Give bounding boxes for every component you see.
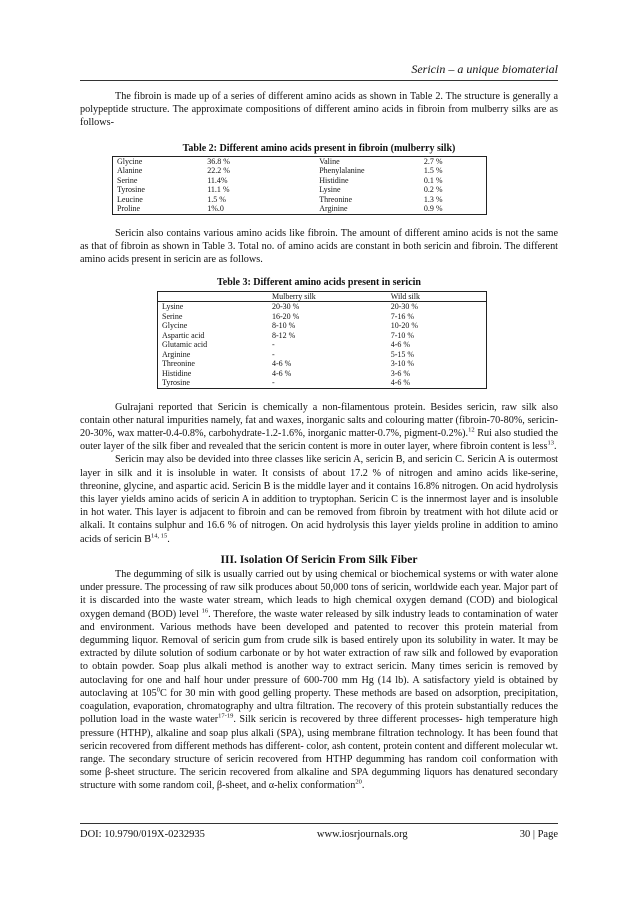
table-cell: Threonine (162, 359, 195, 369)
table-row (158, 378, 487, 388)
table-cell: 8-10 % (272, 321, 296, 331)
table-cell: Arginine (319, 204, 348, 214)
table-cell: 11.4% (207, 175, 228, 185)
table-cell: Glycine (162, 321, 188, 331)
table-header-cell (158, 291, 269, 302)
table-cell: Histidine (319, 175, 349, 185)
table-row (113, 204, 487, 214)
table-row (158, 331, 487, 341)
table2-title: Table 2: Different amino acids present in fibroin (mulberry silk) (182, 142, 456, 154)
table-cell: Aspartic acid (162, 330, 205, 340)
table-cell: 4-6 % (272, 359, 292, 369)
footer-rule (80, 823, 558, 824)
table-cell: 1.3 % (423, 194, 443, 204)
table-row (113, 176, 487, 186)
table-cell: Serine (162, 311, 183, 321)
table-cell: 11.1 % (207, 185, 230, 195)
table-cell: Glycine (117, 156, 143, 166)
table-cell: - (272, 378, 275, 388)
table-row (113, 166, 487, 176)
table-cell: 8-12 % (272, 330, 296, 340)
table-cell: 10-20 % (390, 321, 419, 331)
table-header-cell: Wild silk (387, 291, 487, 302)
table-row (158, 359, 487, 369)
table-cell: 20-30 % (272, 302, 300, 312)
table-cell: Leucine (117, 194, 143, 204)
table-cell: Threonine (319, 194, 353, 204)
table-cell: Phenylalanine (319, 166, 365, 176)
table-cell: Proline (117, 204, 141, 214)
table-row (158, 302, 487, 312)
table-cell: Valine (319, 156, 340, 166)
table-cell: - (272, 340, 275, 350)
table2 (112, 156, 487, 215)
footer-doi: DOI: 10.9790/019X-0232935 (80, 829, 205, 840)
table-cell: 1.5 % (423, 166, 443, 176)
table-row (158, 340, 487, 350)
paragraph-sericin-amino: Sericin also contains various amino acids like fibroin. The amount of different amino acids is not the same as that of fibroin as shown in Table 3. Total no. of amino acids are constant in both sericin and fibroin. The different amino acids present in sericin are as follows. (80, 227, 558, 266)
table-row (113, 156, 487, 166)
table-cell: 20-30 % (390, 302, 419, 312)
table-row (158, 312, 487, 322)
table-header-cell: Mulberry silk (268, 291, 387, 302)
table-cell: 22.2 % (207, 166, 230, 176)
table-row (158, 369, 487, 379)
table-cell: 0.9 % (423, 204, 443, 214)
table-row (158, 321, 487, 331)
degree-superscript: 0 (156, 686, 160, 694)
paragraph-fibroin: The fibroin is made up of a series of different amino acids as shown in Table 2. The structure is generally a polypeptide structure. The approximate compositions of different amino acids in fibroin from mulberry silks are as follows- (80, 91, 558, 129)
table-cell: 1%.0 (207, 204, 224, 214)
page-footer (80, 829, 558, 840)
table3 (157, 291, 487, 389)
table-cell: Arginine (162, 349, 191, 359)
table-cell: 1.5 % (207, 194, 226, 204)
paragraph-sericin-classes: Sericin may also be devided into three classes like sericin A, sericin B, and sericin C. Sericin A is outermost layer in silk and it is insoluble in water. It consists of about 17.2 % of nitrogen and amino acids like-serine, threonine, glycine, and aspartic acid. Sericin B is the middle layer and it contains 16.8% nitrogen. On acid hydrolysis this layer yields amino acids of sericin A in addition to tryptophan. Sericin C is the innermost layer and is insoluble in hot water. This layer is adjacent to fibroin and can be removed from fibroin by treatment with hot dilute acid or alkali. It contains sulphur and 16.6 % of nitrogen. On acid hydrolysis this layer yields proline in addition to amino acids of sericin B$^{14, 15}$. (80, 454, 558, 545)
table-cell: Lysine (162, 302, 184, 312)
citation-ref: 16 (201, 607, 209, 615)
table-cell: 0.2 % (423, 185, 443, 195)
citation-ref: 14, 15 (151, 532, 168, 540)
header-rule (80, 80, 558, 81)
running-header: Sericin – a unique biomaterial (411, 62, 558, 76)
citation-ref: 13 (547, 439, 554, 447)
table-cell: Histidine (162, 368, 192, 378)
table-cell: Serine (117, 175, 138, 185)
footer-site-link[interactable]: www.iosrjournals.org (316, 829, 408, 840)
citation-ref: 17-19 (218, 712, 234, 720)
table-cell: 16-20 % (272, 311, 300, 321)
table-cell: 3-6 % (390, 368, 411, 378)
table-cell: 4-6 % (390, 378, 411, 388)
table-header-row (158, 291, 487, 302)
table-cell: 3-10 % (390, 359, 415, 369)
table-cell: 5-15 % (390, 349, 415, 359)
table-cell: - (272, 349, 275, 359)
section-heading: III. Isolation Of Sericin From Silk Fiber (220, 553, 418, 566)
table3-title: Teble 3: Different amino acids present in sericin (217, 277, 421, 289)
table-cell: Alanine (117, 166, 143, 176)
citation-ref: 12 (468, 426, 475, 434)
table-cell: 2.7 % (423, 156, 443, 166)
table-cell: 7-16 % (390, 311, 415, 321)
table-cell: 0.1 % (423, 175, 443, 185)
table-cell: 4-6 % (272, 368, 292, 378)
table-cell: Glutamic acid (162, 340, 208, 350)
footer-page-number: 30 | Page (519, 829, 558, 840)
table-row (113, 185, 487, 195)
page-body (80, 86, 558, 793)
table-cell: Lysine (319, 185, 341, 195)
citation-ref: 20 (355, 778, 362, 786)
table-row (113, 195, 487, 205)
table-cell: 36.8 % (207, 156, 230, 166)
table-cell: 4-6 % (390, 340, 411, 350)
paragraph-isolation: The degumming of silk is usually carried out by using chemical or biochemical systems or with water alone under pressure. The processing of raw silk produces about 50,000 tons of sericin, worldwide each year. Major part of it is discarded into the waste water stream, which leads to high chemical oxygen demand (COD) and biological oxygen demand (BOD) level $^{16}$. Therefore, the waste water released by silk industry leads to contamination of water and environment. Various methods have been developed and patented to recover this protein material from degumming liquor. Removal of sericin gum from crude silk is based entirely upon its solubility in water. It may be extracted by dilute solution of sodium carbonate or by hot water extraction of raw silk and followed by evaporation to obtain powder. Soap plus alkali method is another way to extract sericin. Many times sericin is removed by autoclaving for one and half hour under pressure of 600-700 mm Hg (14 lb). A satisfactory yield is obtained by autoclaving at $105^0C$ for 30 min with good gelling property. These methods are based on adsorption, precipitation, coagulation, evaporation, chromatography and ultra filtration. The recovery of this protein substantially reduces the pollution load in the waste water$^{17-19}$. Silk sericin is recovered by three different processes- high temperature high pressure (HTHP), alkaline and soap plus alkali (SPA), using membrane filtration technology. It has been found that sericin recovered from different methods has different- color, ash content, protein content and different molecular wt. range. The secondary structure of sericin recovered from HTHP degumming has random coil conformation with some β-sheet structure. The sericin recovered from alkaline and SPA degumming liquors has denatured secondary structure with some random coil, β-sheet, and α-helix conformation$^{20}$. (80, 569, 558, 792)
paragraph-gulrajani: Gulrajani reported that Sericin is chemically a non-filamentous protein. Besides sericin, raw silk also contain other natural impurities namely, fat and waxes, inorganic salts and colouring matter (fibroin-70-80%, sericin-20-30%, wax matter-0.4-0.8%, carbohydrate-1.2-1.6%, inorganic matter-0.7%, pigment-0.2%).$^{12}$ Rui also studied the outer layer of the silk fiber and revealed that the sericin content is more in outer layer, where fibroin content is less$^{13}$. (80, 401, 558, 453)
table-cell: Tyrosine (162, 378, 190, 388)
table-row (158, 350, 487, 360)
table-cell: 7-10 % (390, 330, 415, 340)
table-cell: Tyrosine (117, 185, 145, 195)
